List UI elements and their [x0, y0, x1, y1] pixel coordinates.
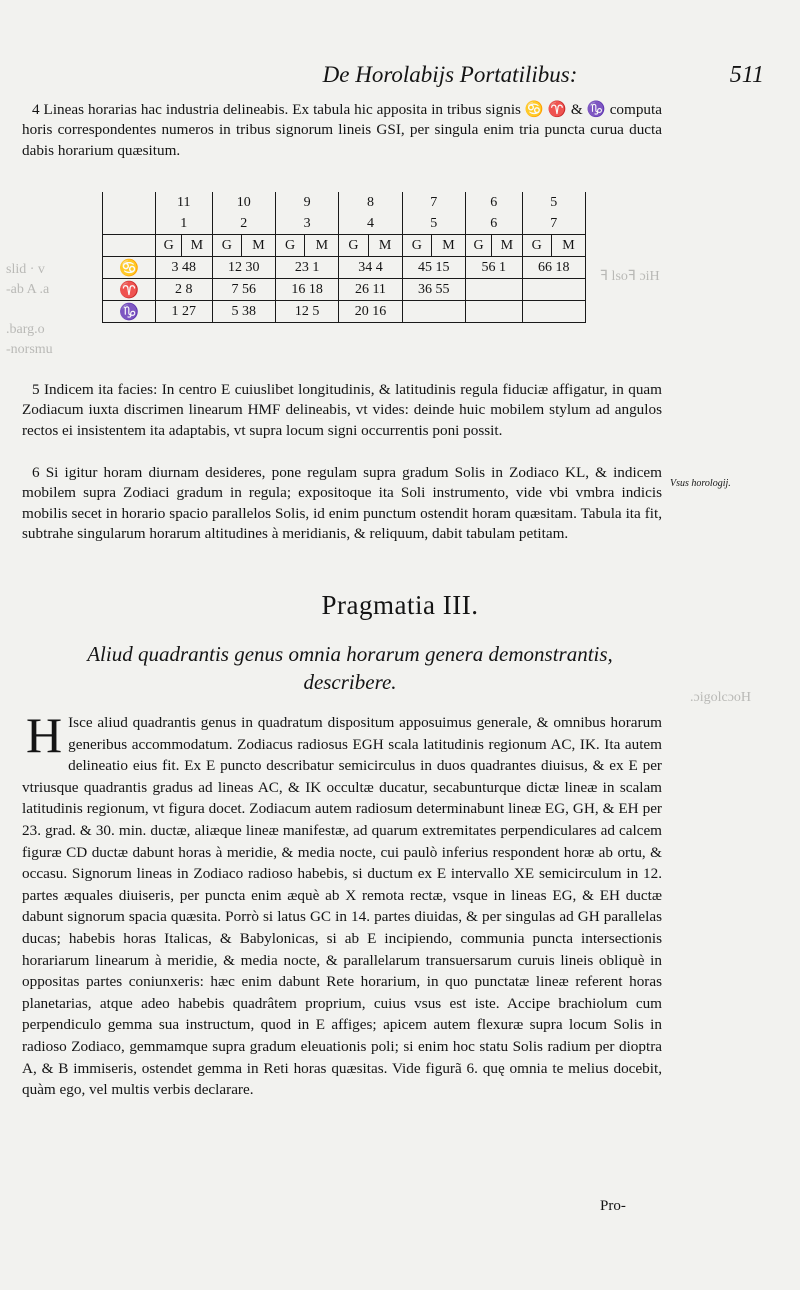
table-header-cell: 5 [402, 213, 465, 235]
aries-sign-icon: ♈ [103, 279, 156, 301]
unit-minutes: M [432, 235, 466, 257]
drop-cap: H [26, 707, 63, 763]
table-corner [103, 235, 156, 257]
unit-minutes: M [492, 235, 522, 257]
unit-degrees: G [339, 235, 368, 257]
unit-degrees: G [402, 235, 431, 257]
table-header-cell: 8 [339, 192, 402, 213]
unit-minutes: M [241, 235, 275, 257]
table-cell: 56 1 [465, 257, 522, 279]
table-cell: 12 5 [275, 301, 338, 323]
page-number: 511 [729, 62, 764, 88]
running-header: De Horolabijs Portatilibus: [322, 62, 578, 87]
hour-table [102, 192, 586, 323]
bleed-through-text: -norsmu [6, 342, 53, 357]
table-cell: 66 18 [522, 257, 585, 279]
paragraph-4: 4 Lineas horarias hac industria delineabis. Ex tabula hic apposita in tribus signis ♋ ♈ & ♑ computa horis correspondentes numeros in tribus signorum lineis GSI, per singula enim tria puncta curua ducta dabis horarium quæsitum. [22, 101, 662, 159]
unit-minutes: M [305, 235, 339, 257]
unit-degrees: G [212, 235, 241, 257]
unit-degrees: G [522, 235, 551, 257]
table-cell: 26 11 [339, 279, 402, 301]
table-corner [103, 192, 156, 213]
bleed-through-text: -ab A .a [6, 282, 50, 297]
table-row-capricorn [103, 301, 586, 323]
table-cell: 34 4 [339, 257, 402, 279]
table-cell: 3 48 [156, 257, 213, 279]
table-row-aries [103, 279, 586, 301]
table-header-cell: 6 [465, 213, 522, 235]
unit-degrees: G [275, 235, 304, 257]
bleed-through-text: .ɔigolcɔoH [690, 690, 752, 705]
section-body [22, 707, 662, 1101]
table-header-cell: 7 [402, 192, 465, 213]
table-header-cell: 4 [339, 213, 402, 235]
unit-minutes: M [182, 235, 212, 257]
table-corner [103, 213, 156, 235]
table-header-cell: 5 [522, 192, 585, 213]
table-header-cell: 11 [156, 192, 213, 213]
table-header-cell: 7 [522, 213, 585, 235]
table-cell: 16 18 [275, 279, 338, 301]
table-cell [522, 301, 585, 323]
catchword: Pro- [600, 1198, 626, 1214]
unit-degrees: G [465, 235, 491, 257]
table-cell [465, 301, 522, 323]
margin-note: Vsus horologij. [670, 478, 731, 489]
table-header-cell: 3 [275, 213, 338, 235]
table-cell [465, 279, 522, 301]
table-row-units [103, 235, 586, 257]
subtitle-line: Aliud quadrantis genus omnia horarum genera demonstrantis, [87, 642, 613, 666]
unit-minutes: M [368, 235, 402, 257]
table-cell: 36 55 [402, 279, 465, 301]
cancer-sign-icon: ♋ [103, 257, 156, 279]
section-heading: Pragmatia III. [321, 590, 479, 620]
table-row-hours-bottom [103, 213, 586, 235]
bleed-through-text: slid · v [6, 262, 45, 277]
unit-degrees: G [156, 235, 182, 257]
subtitle-line: describere. [303, 670, 397, 694]
body-paragraph: Isce aliud quadrantis genus in quadratum dispositum apposuimus generale, & omnibus horarum generibus accommodatum. Zodiacus radiosus EGH scala latitudinis regionum AC, IK. Ita autem delineatio eius fit. Ex E puncto describatur semicirculus in duos quadrantes diuisus, & ex E per vtriusque quadrantis gradus ad lineas AC, & IK occultæ ducatur, secabunturque dictæ lineæ in scalam latitudinis regionum, vt figura docet. Zodiacum autem radiosum determinabunt lineæ EG, GH, & EH per 23. grad. & 30. min. ductæ, aliæque lineæ manifestæ, ad quarum extremitates perpendiculares ad calcem figuræ CD ductæ dabunt horas à meridie, & media nocte, cui paulò inferius respondent horæ ab ortu, & occasu. Signorum lineas in Zodiaco radioso habebis, si ductum ex E intervallo XE semicirculum in 12. partes æquales diuiseris, per puncta enim æquè ab X remota rectæ, vsque in lineas EG, & EH ductæ dabunt signorum spacia quæsita. Porrò si latus GC in 14. partes diuidas, & per singulas ad GH parallelas ducas; habebis horas Italicas, & Babylonicas, si ab E incipiendo, communia puncta intersectionis horariarum linearum à meridie, & media nocte, & parallelarum transuersarum curuis lineis obliquè in oppositas partes coniunxeris: hæc enim dabunt Rete horarium, in quo punctatæ lineæ referent horas planetarias, atque adeo habebis quadrâtem proprium, cuius vsus est iste. Accipe brachiolum cum perpendiculo gemma sua instructum, quod in E affiges; apicem autem flexuræ supra locum Solis in radioso Zodiaco, gemmamque supra gradum eleuationis poli; si enim hoc statu Solis radium per dioptra A, & B immiseris, ostendet gemma in Reti horas quæsitas. Vide figurã 6. quę omnia te melius docebit, quàm ego, vel multis verbis declarare. [22, 714, 662, 1099]
table-cell: 45 15 [402, 257, 465, 279]
paragraph-5: 5 Indicem ita facies: In centro E cuiuslibet longitudinis, & latitudinis regula fiduciæ affigatur, in quam Zodiacum iuxta discrimen linearum HMF delineabis, vt vides: deinde huic mobilem stylum ad angulos rectos ei insistentem ita adaptabis, vt supra locum signi occurrentis poni possit. [22, 381, 662, 439]
table-cell [522, 279, 585, 301]
table-cell: 20 16 [339, 301, 402, 323]
table-cell: 12 30 [212, 257, 275, 279]
table-cell [402, 301, 465, 323]
table-cell: 5 38 [212, 301, 275, 323]
table-header-cell: 9 [275, 192, 338, 213]
table-cell: 1 27 [156, 301, 213, 323]
table-header-cell: 1 [156, 213, 213, 235]
table-header-cell: 6 [465, 192, 522, 213]
table-row-hours-top [103, 192, 586, 213]
table-header-cell: 2 [212, 213, 275, 235]
bleed-through-text: ꟻ lsoꟻ ɔiH [600, 269, 660, 284]
section-subtitle [30, 640, 670, 696]
table-cell: 2 8 [156, 279, 213, 301]
bleed-through-text: .barg.o [6, 322, 45, 337]
unit-minutes: M [551, 235, 585, 257]
capricorn-sign-icon: ♑ [103, 301, 156, 323]
table-cell: 23 1 [275, 257, 338, 279]
paragraph-6: 6 Si igitur horam diurnam desideres, pone regulam supra gradum Solis in Zodiaco KL, & indicem mobilem supra Zodiaci gradum in regula; expositoque ita Soli instrumento, vide vbi vmbra indicis mobilis secet in horario spacio parallelos Solis, id enim punctum ostendit horam quæsitam. Tabula ita fit, subtrahe singularum horarum altitudines à meridianis, & reliquum, dabit tabulam petitam. [22, 464, 662, 543]
table-cell: 7 56 [212, 279, 275, 301]
table-row-cancer [103, 257, 586, 279]
table-header-cell: 10 [212, 192, 275, 213]
